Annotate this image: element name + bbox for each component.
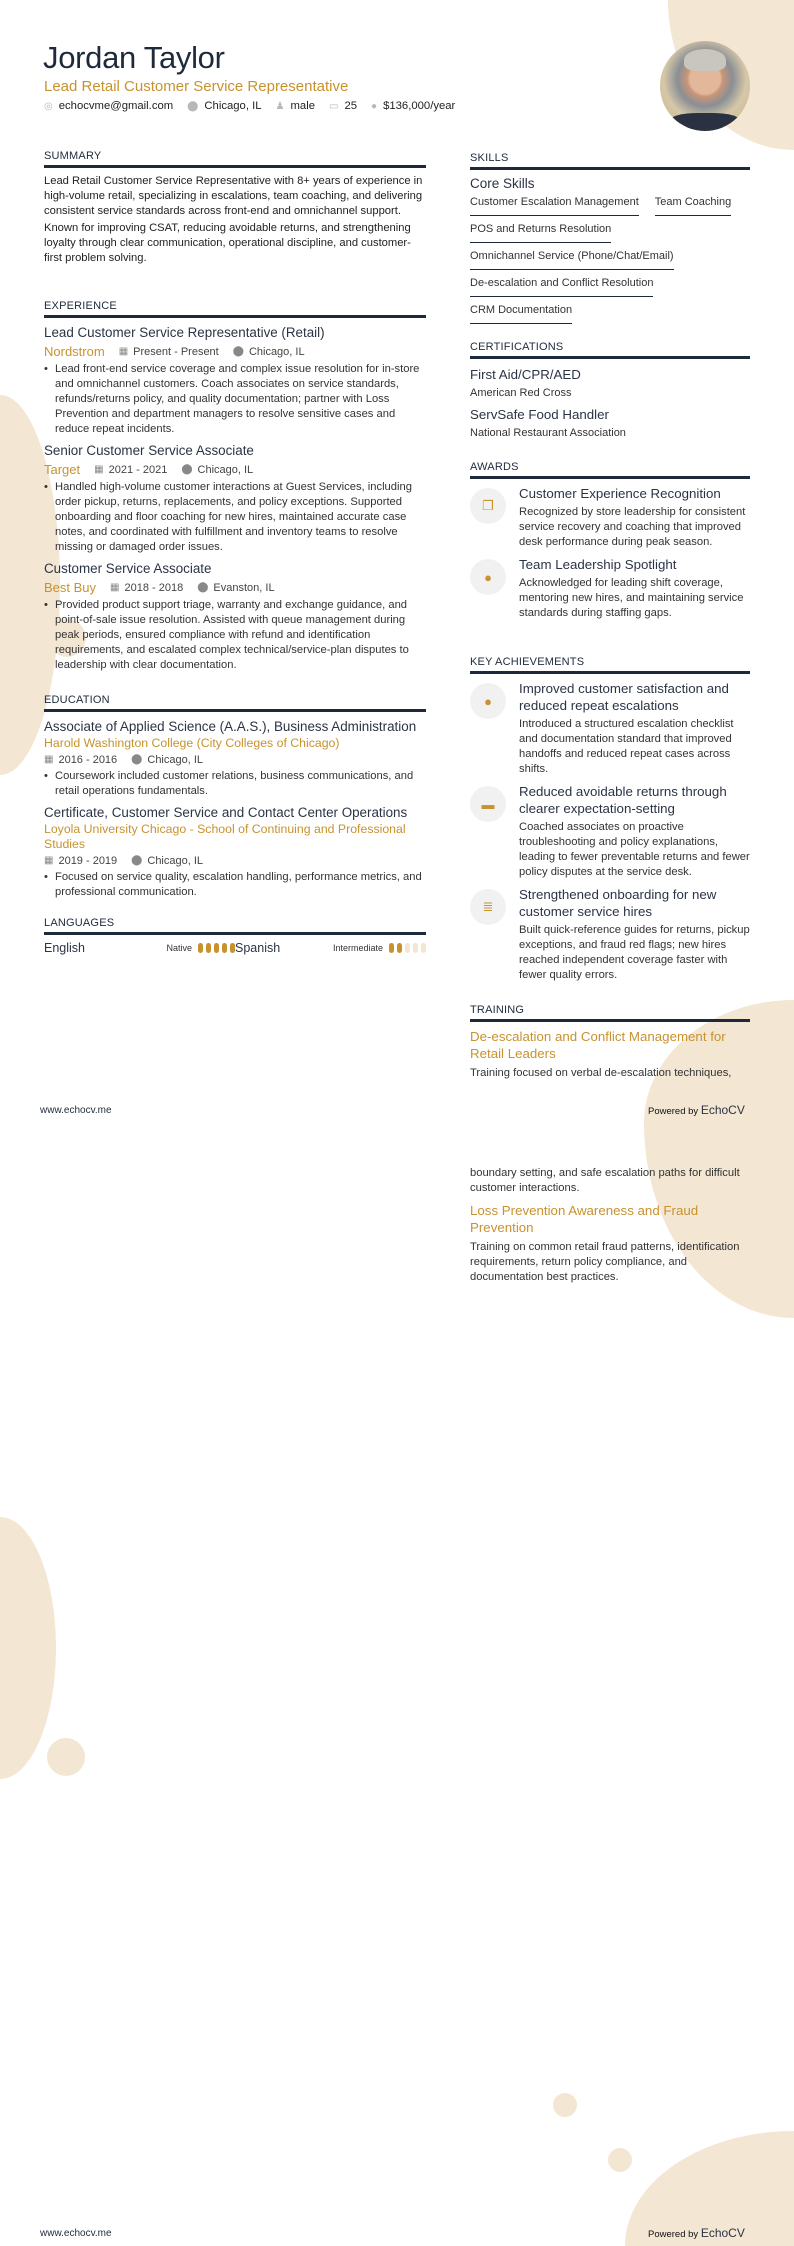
skill-tag: Team Coaching bbox=[655, 196, 731, 216]
cert-issuer: American Red Cross bbox=[470, 387, 572, 399]
edu-dates: 2016 - 2016 bbox=[58, 754, 118, 766]
powered-by bbox=[648, 1103, 745, 1117]
job-title: Customer Service Associate bbox=[44, 561, 212, 576]
person-icon: ♟ bbox=[275, 100, 285, 112]
achievement-title: Strengthened onboarding for new customer service hires bbox=[519, 887, 717, 919]
calendar-icon: ▦ bbox=[44, 855, 54, 866]
degree: Associate of Applied Science (A.A.S.), Business Administration bbox=[44, 719, 417, 734]
cert-name: ServSafe Food Handler bbox=[470, 407, 609, 422]
rating-bar bbox=[214, 943, 219, 953]
contact-gender: male bbox=[290, 100, 315, 112]
achievements-section bbox=[470, 656, 750, 989]
degree: Certificate, Customer Service and Contact Center Operations bbox=[44, 805, 408, 820]
award-title: Team Leadership Spotlight bbox=[519, 557, 677, 572]
powered-by-label: Powered by bbox=[648, 2229, 699, 2240]
job-title: Senior Customer Service Associate bbox=[44, 443, 254, 458]
section-heading: SKILLS bbox=[470, 152, 750, 170]
location-pin-icon: ⬤ bbox=[187, 100, 199, 112]
decorative-dot bbox=[608, 2148, 632, 2172]
training-section bbox=[470, 1004, 750, 1081]
contact-location: Chicago, IL bbox=[204, 100, 262, 112]
rating-bar bbox=[413, 943, 418, 953]
check-circle-icon: ● bbox=[470, 559, 506, 595]
skill-tag: POS and Returns Resolution bbox=[470, 223, 611, 243]
section-heading: EXPERIENCE bbox=[44, 300, 426, 318]
job-bullet: • Lead front-end service coverage and complex issue resolution for in-store and omnichannel customers. Coach associates on service standards, refunds/returns policy, and quality documentation; partner with Loss Prevention and department managers to resolve sensitive cases and reduce repeat incidents. bbox=[44, 362, 426, 437]
calendar-icon: ▦ bbox=[94, 464, 104, 475]
job-bullet: • Handled high-volume customer interactions at Guest Services, including order pickup, returns, replacements, and policy exceptions. Supported onboarding and floor coaching for new hires, maintained accurate case notes, and coordinated with fulfillment and inventory teams to resolve missing or damaged order issues. bbox=[44, 480, 426, 555]
job-title: Lead Customer Service Representative (Retail) bbox=[44, 325, 325, 340]
language-level: Native bbox=[166, 943, 192, 953]
location-pin-icon: ⬤ bbox=[131, 855, 143, 866]
language-item bbox=[235, 941, 426, 955]
money-icon: ● bbox=[371, 100, 378, 112]
achievement-desc: Coached associates on proactive troubleshooting and policy explanations, leading to fewer preventable returns and fewer policy disputes at the service desk. bbox=[519, 821, 750, 878]
contact-age: 25 bbox=[344, 100, 358, 112]
award-item bbox=[470, 485, 750, 550]
job-location: Chicago, IL bbox=[197, 464, 254, 476]
job-location: Evanston, IL bbox=[213, 582, 275, 594]
award-title: Customer Experience Recognition bbox=[519, 486, 721, 501]
candidate-title: Lead Retail Customer Service Representative bbox=[44, 78, 349, 95]
skill-tag: Omnichannel Service (Phone/Chat/Email) bbox=[470, 250, 674, 270]
decorative-dot bbox=[553, 2093, 577, 2117]
language-name: English bbox=[44, 941, 85, 955]
rating-bar bbox=[389, 943, 394, 953]
list-icon: ≣ bbox=[470, 889, 506, 925]
achievement-item bbox=[470, 886, 750, 983]
company: Best Buy bbox=[44, 580, 97, 595]
achievement-item bbox=[470, 680, 750, 777]
education-section bbox=[44, 694, 426, 905]
location-pin-icon: ⬤ bbox=[181, 464, 193, 475]
experience-entry bbox=[44, 442, 426, 555]
rating-bar bbox=[405, 943, 410, 953]
language-level: Intermediate bbox=[332, 943, 383, 953]
achievement-desc: Built quick-reference guides for returns, pickup exceptions, and fraud red flags; new hires reached independent coverage faster with fewer quality errors. bbox=[519, 924, 750, 981]
summary-text: Known for improving CSAT, reducing avoidable returns, and strengthening loyalty through clear communication, operational discipline, and customer-first problem solving. bbox=[44, 222, 411, 264]
training-desc: Training on common retail fraud patterns, identification requirements, return policy compliance, and documentation best practices. bbox=[470, 1241, 740, 1283]
language-item bbox=[44, 941, 235, 955]
languages-section bbox=[44, 917, 426, 955]
section-heading: CERTIFICATIONS bbox=[470, 341, 750, 359]
location-pin-icon: ⬤ bbox=[232, 346, 244, 357]
skill-tag: CRM Documentation bbox=[470, 304, 572, 324]
edu-dates: 2019 - 2019 bbox=[58, 855, 118, 867]
cert-issuer: National Restaurant Association bbox=[470, 427, 626, 439]
calendar-icon: ▦ bbox=[118, 346, 129, 357]
job-dates: Present - Present bbox=[133, 346, 219, 358]
language-rating bbox=[389, 943, 426, 953]
footer-site-link[interactable]: www.echocv.me bbox=[40, 1105, 112, 1116]
rating-bar bbox=[198, 943, 203, 953]
edu-location: Chicago, IL bbox=[147, 754, 204, 766]
languages-list bbox=[44, 941, 426, 955]
profile-photo bbox=[660, 41, 750, 131]
skills-section bbox=[470, 152, 750, 331]
rating-bar bbox=[206, 943, 211, 953]
training-section-continued bbox=[470, 1166, 750, 1285]
education-entry bbox=[44, 718, 426, 799]
achievement-title: Reduced avoidable returns through clearer expectation-setting bbox=[519, 784, 727, 816]
experience-entry bbox=[44, 324, 426, 437]
job-location: Chicago, IL bbox=[248, 346, 305, 358]
job-dates: 2021 - 2021 bbox=[108, 464, 168, 476]
location-pin-icon: ⬤ bbox=[131, 754, 143, 765]
achievement-item bbox=[470, 783, 750, 880]
job-dates: 2018 - 2018 bbox=[124, 582, 184, 594]
training-title: Loss Prevention Awareness and Fraud Prevention bbox=[470, 1203, 699, 1235]
calendar-icon: ▦ bbox=[44, 754, 54, 765]
briefcase-icon: ▬ bbox=[470, 786, 506, 822]
training-title: De-escalation and Conflict Management for Retail Leaders bbox=[470, 1029, 726, 1061]
clipboard-check-icon: ❐ bbox=[470, 488, 506, 524]
company: Target bbox=[44, 462, 81, 477]
edu-location: Chicago, IL bbox=[147, 855, 204, 867]
certifications-section bbox=[470, 341, 750, 445]
skill-group-title: Core Skills bbox=[470, 176, 535, 191]
experience-section bbox=[44, 300, 426, 678]
brand-logo[interactable]: EchoCV bbox=[700, 2226, 745, 2240]
contact-email[interactable]: echocvme@gmail.com bbox=[58, 100, 174, 112]
email-icon: ◎ bbox=[44, 100, 53, 112]
awards-section bbox=[470, 461, 750, 627]
training-desc: Training focused on verbal de-escalation techniques, bbox=[470, 1067, 732, 1079]
school: Harold Washington College (City Colleges of Chicago) bbox=[44, 736, 340, 750]
company: Nordstrom bbox=[44, 344, 105, 359]
achievement-desc: Introduced a structured escalation checklist and documentation standard that improved handoffs and reduced repeat cases across shifts. bbox=[519, 718, 734, 775]
candidate-name: Jordan Taylor bbox=[43, 40, 225, 75]
summary-section bbox=[44, 150, 426, 266]
section-heading: LANGUAGES bbox=[44, 917, 426, 935]
section-heading: SUMMARY bbox=[44, 150, 426, 168]
calendar-icon: ▦ bbox=[110, 582, 120, 593]
powered-by bbox=[648, 2226, 745, 2240]
language-rating bbox=[198, 943, 235, 953]
award-desc: Acknowledged for leading shift coverage, mentoring new hires, and maintaining service standards during staffing gaps. bbox=[519, 577, 744, 619]
skill-tag: Customer Escalation Management bbox=[470, 196, 639, 216]
contact-salary: $136,000/year bbox=[383, 100, 456, 112]
decorative-blob bbox=[0, 1517, 56, 1779]
brand-logo[interactable]: EchoCV bbox=[700, 1103, 745, 1117]
school: Loyola University Chicago - School of Continuing and Professional Studies bbox=[44, 822, 406, 851]
language-name: Spanish bbox=[235, 941, 281, 955]
training-desc: boundary setting, and safe escalation paths for difficult customer interactions. bbox=[470, 1167, 740, 1194]
location-pin-icon: ⬤ bbox=[197, 582, 209, 593]
job-bullet: • Provided product support triage, warranty and exchange guidance, and point-of-sale issue resolution. Assisted with queue management during peak periods, ensured compliance with refund and identification requirements, and escalated complex technical/service-plan disputes to leadership with clear documentation. bbox=[44, 598, 426, 673]
section-heading: AWARDS bbox=[470, 461, 750, 479]
powered-by-label: Powered by bbox=[648, 1106, 699, 1117]
rating-bar bbox=[421, 943, 426, 953]
rating-bar bbox=[397, 943, 402, 953]
resume-page-2 bbox=[0, 1123, 794, 2246]
summary-text: Lead Retail Customer Service Representative with 8+ years of experience in high-volume retail, specializing in escalations, team coaching, and delivering consistent service standards across front-end and omnichannel support. bbox=[44, 175, 423, 217]
coin-icon: ● bbox=[470, 683, 506, 719]
section-heading: EDUCATION bbox=[44, 694, 426, 712]
award-desc: Recognized by store leadership for consistent service recovery and coaching that improved desk performance during peak season. bbox=[519, 506, 746, 548]
award-item bbox=[470, 556, 750, 621]
decorative-dot bbox=[47, 1738, 85, 1776]
edu-bullet: • Coursework included customer relations, business communications, and retail operations fundamentals. bbox=[44, 769, 426, 799]
section-heading: TRAINING bbox=[470, 1004, 750, 1022]
achievement-title: Improved customer satisfaction and reduced repeat escalations bbox=[519, 681, 729, 713]
section-heading: KEY ACHIEVEMENTS bbox=[470, 656, 750, 674]
education-entry bbox=[44, 804, 426, 900]
experience-entry bbox=[44, 560, 426, 673]
calendar-icon: ▭ bbox=[329, 100, 339, 112]
contact-row bbox=[44, 100, 455, 112]
cert-name: First Aid/CPR/AED bbox=[470, 367, 581, 382]
footer-site-link[interactable]: www.echocv.me bbox=[40, 2228, 112, 2239]
edu-bullet: • Focused on service quality, escalation handling, performance metrics, and professional communication. bbox=[44, 870, 426, 900]
skill-tag: De-escalation and Conflict Resolution bbox=[470, 277, 653, 297]
skills-list bbox=[470, 196, 750, 331]
rating-bar bbox=[222, 943, 227, 953]
